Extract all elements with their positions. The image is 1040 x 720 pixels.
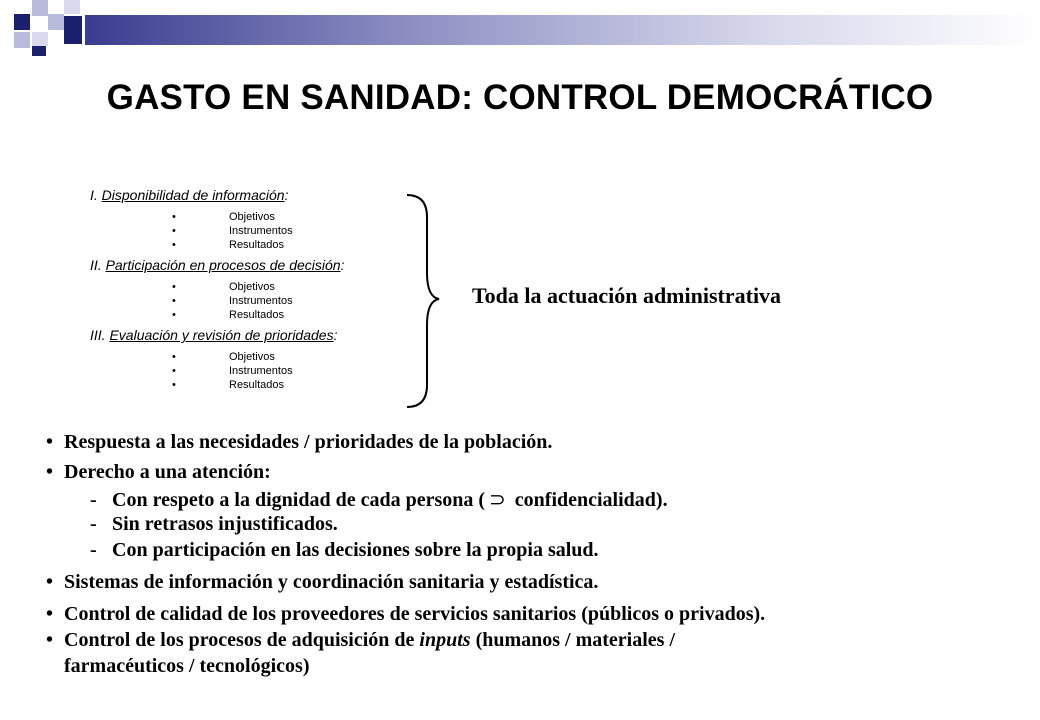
bullet-item: • Derecho a una atención: <box>46 461 271 483</box>
decor-square <box>32 46 46 56</box>
list-item: • Objetivos <box>172 281 275 293</box>
header-gradient-bar <box>85 15 1040 45</box>
bullet-item: • Sistemas de información y coordinación sanitaria y estadística. <box>46 571 599 593</box>
section-title: Evaluación y revisión de prioridades <box>109 327 334 343</box>
list-item: • Objetivos <box>172 211 275 223</box>
decor-square <box>32 32 48 46</box>
decor-square <box>14 14 30 30</box>
decor-square <box>64 16 82 44</box>
list-item: • Resultados <box>172 239 285 251</box>
superset-icon: ⊃ <box>489 489 506 511</box>
summary-label: Toda la actuación administrativa <box>472 283 782 308</box>
bullet-continuation: farmacéuticos / tecnológicos) <box>64 655 310 677</box>
section-heading: I. Disponibilidad de información: <box>90 187 289 203</box>
decor-square <box>64 0 80 14</box>
list-item: • Objetivos <box>172 351 275 363</box>
sub-item: - Con participación en las decisiones sobre la propia salud. <box>90 539 599 561</box>
bullet-item: • Respuesta a las necesidades / prioridades de la población. <box>46 431 553 453</box>
section-heading: II. Participación en procesos de decisión: <box>90 257 345 273</box>
list-item: • Resultados <box>172 309 285 321</box>
sub-item: - Sin retrasos injustificados. <box>90 513 338 535</box>
brace-icon <box>405 193 445 409</box>
list-item: • Instrumentos <box>172 365 293 377</box>
page-title: GASTO EN SANIDAD: CONTROL DEMOCRÁTICO <box>106 78 934 117</box>
section-number: II. <box>90 257 102 273</box>
section-title: Participación en procesos de decisión <box>105 257 341 273</box>
decor-square <box>32 0 48 16</box>
decor-square <box>14 32 30 48</box>
section-heading: III. Evaluación y revisión de prioridades: <box>90 327 338 343</box>
bullet-item: • Control de los procesos de adquisición de inputs (humanos / materiales / <box>46 629 676 651</box>
section-number: III. <box>90 327 106 343</box>
bullet-item: • Control de calidad de los proveedores de servicios sanitarios (públicos o privados). <box>46 603 766 625</box>
section-number: I. <box>90 187 98 203</box>
section-title: Disponibilidad de información <box>101 187 285 203</box>
list-item: • Resultados <box>172 379 285 391</box>
list-item: • Instrumentos <box>172 295 293 307</box>
decor-square <box>48 14 64 30</box>
sub-item: - Con respeto a la dignidad de cada persona ( ⊃ confidencialidad). <box>90 489 668 511</box>
list-item: • Instrumentos <box>172 225 293 237</box>
